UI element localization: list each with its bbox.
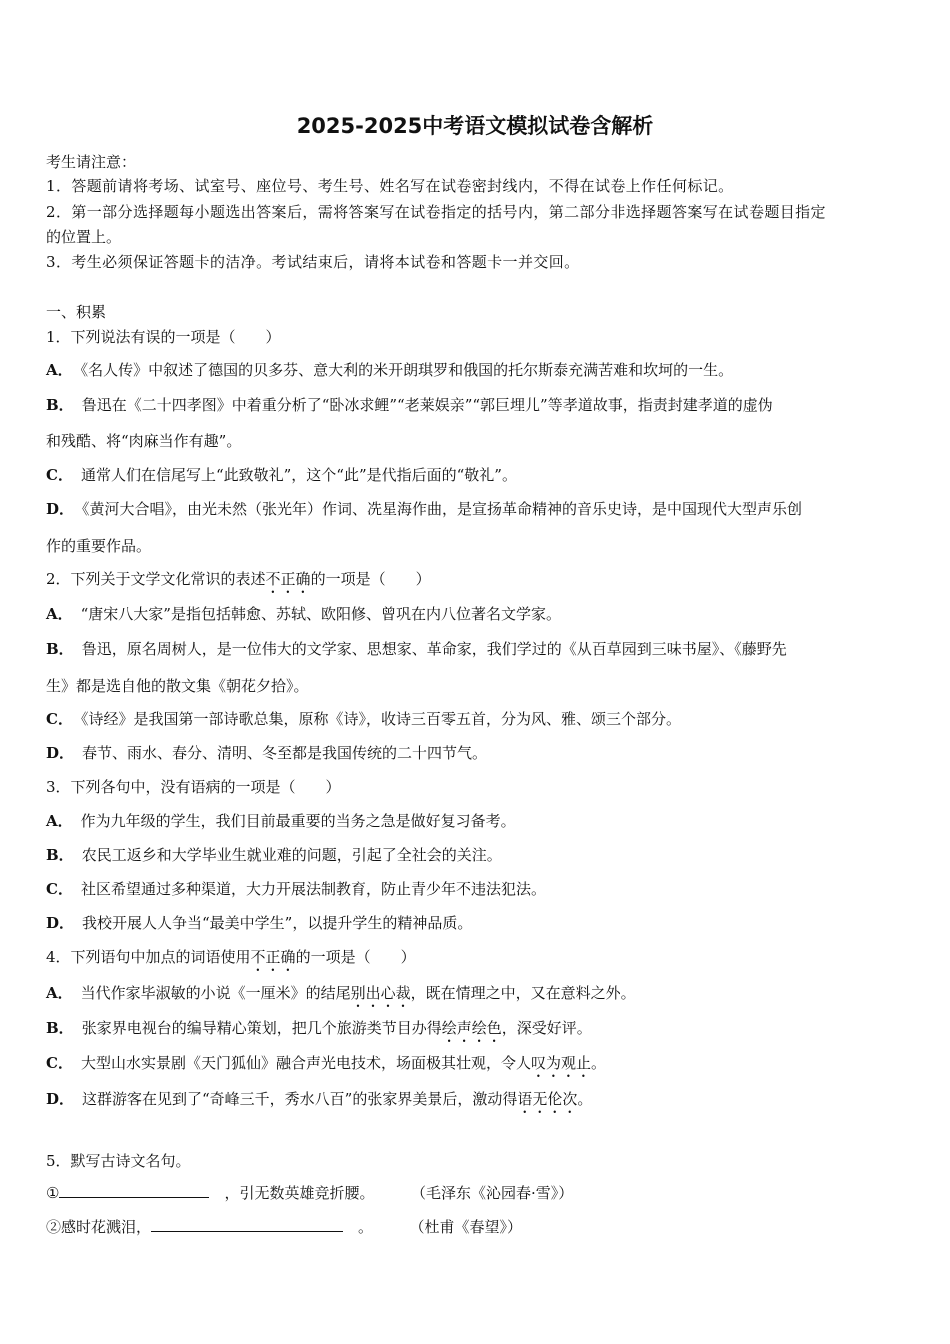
question-1-option-d (46, 497, 902, 521)
emphasized-text: 不正确 (265, 570, 311, 588)
question-5-stem: 5．默写古诗文名句。 (46, 1152, 191, 1170)
question-2-option-b-cont: 生》都是选自他的散文集《朝花夕拾》。 (46, 677, 309, 695)
question-4-option-d (46, 1087, 902, 1117)
verse-text: 。 (343, 1218, 374, 1236)
question-5-line-2 (46, 1215, 902, 1239)
emphasized-text: 绘声绘色 (441, 1019, 502, 1037)
question-2-stem (46, 567, 902, 597)
circled-number: ① (46, 1184, 60, 1202)
stem-text: 的一项是（ ） (310, 570, 431, 588)
option-label: A． (46, 812, 73, 830)
verse-text: 感时花溅泪， (61, 1218, 152, 1236)
stem-text: 的一项是（ ） (295, 948, 416, 966)
verse-source: （毛泽东《沁园春·雪》） (418, 1184, 574, 1202)
option-text: 张家界电视台的编导精心策划，把几个旅游类节目办得 (81, 1019, 442, 1037)
question-4-option-b (46, 1016, 902, 1046)
option-label: B． (46, 846, 74, 864)
question-4-option-a (46, 981, 902, 1011)
option-text: “唐宋八大家”是指包括韩愈、苏轼、欧阳修、曾巩在内八位著名文学家。 (80, 605, 561, 623)
option-text: ，既在情理之中，又在意料之外。 (410, 984, 636, 1002)
option-text: 《名人传》中叙述了德国的贝多芬、意大利的米开朗琪罗和俄国的托尔斯泰充满苦难和坎坷的一生。 (80, 361, 734, 379)
question-1-option-b (46, 393, 902, 417)
question-2-option-d (46, 741, 902, 765)
option-text: 。 (577, 1090, 593, 1108)
notice-item-3: 3．考生必须保证答题卡的洁净。考试结束后，请将本试卷和答题卡一并交回。 (46, 253, 580, 271)
section-heading: 一、积累 (46, 303, 107, 321)
question-3-stem: 3．下列各句中，没有语病的一项是（ ） (46, 778, 341, 796)
option-label: A． (46, 605, 73, 623)
option-label: C． (46, 466, 73, 484)
question-1-option-d-cont: 作的重要作品。 (46, 537, 152, 555)
emphasized-text: 不正确 (250, 948, 296, 966)
option-label: B． (46, 396, 74, 414)
option-text: 当代作家毕淑敏的小说《一厘米》的结尾 (80, 984, 351, 1002)
verse-text: ，引无数英雄竞折腰。 (209, 1184, 375, 1202)
question-1-option-c (46, 463, 902, 487)
question-5-line-1 (46, 1181, 902, 1205)
option-label: C． (46, 710, 73, 728)
circled-number: ② (46, 1218, 62, 1236)
answer-blank[interactable] (151, 1215, 343, 1232)
answer-blank[interactable] (59, 1181, 209, 1198)
stem-text: 2．下列关于文学文化常识的表述 (46, 570, 266, 588)
option-label: D． (46, 1090, 75, 1108)
stem-text: 4．下列语句中加点的词语使用 (46, 948, 251, 966)
option-text: 鲁迅，原名周树人，是一位伟大的文学家、思想家、革命家，我们学过的《从百草园到三味书屋》、《藤野先 (81, 640, 787, 658)
option-text: 春节、雨水、春分、清明、冬至都是我国传统的二十四节气。 (82, 744, 488, 762)
question-3-option-b (46, 843, 902, 867)
notice-heading: 考生请注意： (46, 153, 137, 171)
option-text: 社区希望通过多种渠道，大力开展法制教育，防止青少年不违法犯法。 (80, 880, 546, 898)
question-1-stem: 1．下列说法有误的一项是（ ） (46, 328, 281, 346)
option-label: A． (46, 361, 73, 379)
verse-source: （杜甫《春望》） (417, 1218, 523, 1236)
question-2-option-c (46, 707, 902, 731)
notice-item-2-cont: 的位置上。 (46, 228, 122, 246)
option-label: A． (46, 984, 73, 1002)
option-label: D． (46, 744, 75, 762)
question-2-option-b (46, 637, 902, 661)
option-label: B． (46, 1019, 74, 1037)
question-3-option-d (46, 911, 902, 935)
emphasized-text: 叹为观止 (530, 1054, 591, 1072)
option-text: 这群游客在见到了“奇峰三千，秀水八百”的张家界美景后，激动得 (82, 1090, 518, 1108)
emphasized-text: 语无伦次 (517, 1090, 578, 1108)
option-text: ，深受好评。 (501, 1019, 592, 1037)
notice-item-2: 2．第一部分选择题每小题选出答案后，需将答案写在试卷指定的括号内，第二部分非选择题答案写在试卷题目指定 (46, 203, 826, 221)
question-2-option-a (46, 602, 902, 626)
option-text: 鲁迅在《二十四孝图》中着重分析了“卧冰求鲤”“老莱娱亲”“郭巨埋儿”等孝道故事，指责封建孝道的虚伪 (81, 396, 773, 414)
question-1-option-b-cont: 和残酷、将“肉麻当作有趣”。 (46, 432, 242, 450)
option-text: 。 (590, 1054, 606, 1072)
option-text: 我校开展人人争当“最美中学生”，以提升学生的精神品质。 (82, 914, 473, 932)
option-label: D． (46, 500, 75, 518)
option-label: D． (46, 914, 75, 932)
question-3-option-c (46, 877, 902, 901)
option-text: 通常人们在信尾写上“此致敬礼”，这个“此”是代指后面的“敬礼”。 (80, 466, 517, 484)
option-text: 作为九年级的学生，我们目前最重要的当务之急是做好复习备考。 (80, 812, 516, 830)
question-3-option-a (46, 809, 902, 833)
option-text: 大型山水实景剧《天门狐仙》融合声光电技术，场面极其壮观，令人 (80, 1054, 531, 1072)
exam-title: 2025-2025中考语文模拟试卷含解析 (296, 114, 654, 138)
question-4-stem (46, 945, 902, 975)
question-4-option-c (46, 1051, 902, 1081)
option-text: 《黄河大合唱》，由光未然（张光年）作词、冼星海作曲，是宣扬革命精神的音乐史诗，是中国现代大型声乐创 (82, 500, 803, 518)
option-label: C． (46, 880, 73, 898)
option-text: 《诗经》是我国第一部诗歌总集，原称《诗》，收诗三百零五首，分为风、雅、颂三个部分。 (80, 710, 681, 728)
option-label: B． (46, 640, 74, 658)
emphasized-text: 别出心裁 (350, 984, 411, 1002)
notice-item-1: 1．答题前请将考场、试室号、座位号、考生号、姓名写在试卷密封线内，不得在试卷上作任何标记。 (46, 177, 734, 195)
question-1-option-a (46, 358, 902, 382)
option-text: 农民工返乡和大学毕业生就业难的问题，引起了全社会的关注。 (81, 846, 502, 864)
option-label: C． (46, 1054, 73, 1072)
